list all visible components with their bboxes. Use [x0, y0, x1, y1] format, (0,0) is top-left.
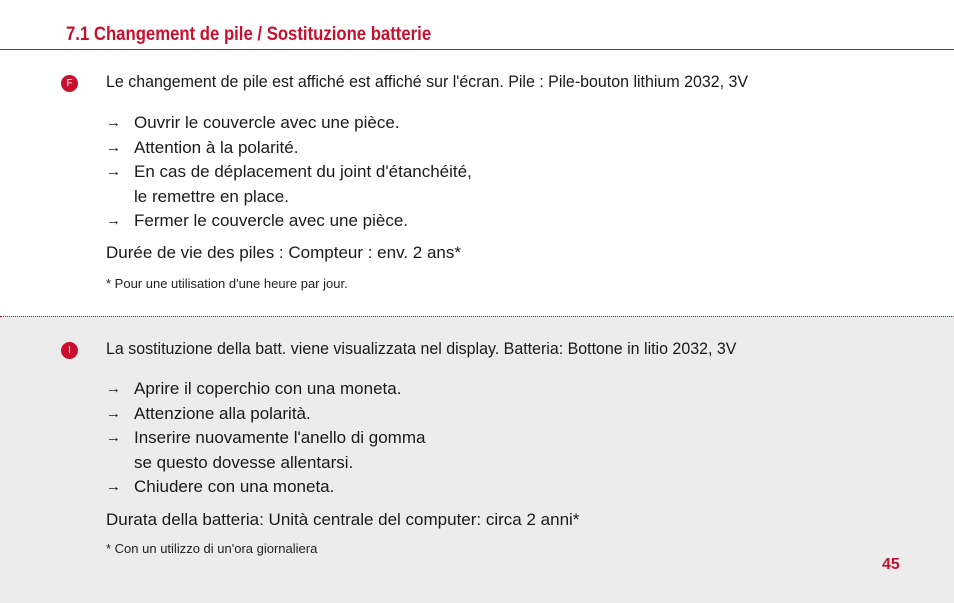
- italian-section: [0, 316, 954, 603]
- arrow-right-icon: →: [106, 138, 121, 156]
- step-item: [106, 475, 425, 500]
- french-footnote: * Pour une utilisation d'une heure par jour.: [106, 276, 348, 291]
- step-line: Chiudere con una moneta.: [134, 477, 335, 496]
- step-line: Attention à la polarité.: [134, 137, 299, 157]
- step-line: Inserire nuovamente l'anello di gomma: [134, 428, 426, 447]
- step-item: [106, 426, 425, 475]
- italian-steps: [106, 377, 425, 500]
- page-number: 45: [882, 556, 900, 573]
- step-line: se questo dovesse allentarsi.: [134, 452, 354, 472]
- french-battery-life: Durée de vie des piles : Compteur : env. 2 ans*: [106, 243, 461, 262]
- french-steps: [106, 111, 472, 234]
- step-line: Ouvrir le couvercle avec une pièce.: [134, 113, 400, 132]
- italian-intro: La sostituzione della batt. viene visualizzata nel display. Batteria: Bottone in litio 2032, 3V: [106, 339, 737, 358]
- step-line: Attenzione alla polarità.: [134, 403, 311, 423]
- step-line: Aprire il coperchio con una moneta.: [134, 379, 402, 398]
- step-line: Fermer le couvercle avec une pièce.: [134, 211, 409, 230]
- step-item: [106, 377, 425, 402]
- arrow-right-icon: →: [106, 478, 121, 495]
- arrow-right-icon: →: [106, 163, 121, 180]
- french-intro: Le changement de pile est affiché est affiché sur l'écran. Pile : Pile-bouton lithium 2032, 3V: [106, 72, 749, 91]
- step-item: [106, 209, 472, 234]
- arrow-right-icon: →: [106, 404, 121, 422]
- step-line: le remettre en place.: [134, 186, 289, 206]
- language-badge-french: F: [61, 75, 78, 92]
- italian-battery-life: Durata della batteria: Unità centrale del computer: circa 2 anni*: [106, 510, 580, 529]
- step-item: [106, 136, 472, 161]
- italian-footnote: * Con un utilizzo di un'ora giornaliera: [106, 541, 318, 556]
- step-item: [106, 402, 425, 427]
- page-header: [0, 0, 954, 50]
- french-section: [0, 50, 954, 316]
- step-item: [106, 111, 472, 136]
- arrow-right-icon: →: [106, 429, 121, 446]
- arrow-right-icon: →: [106, 212, 121, 229]
- language-badge-italian: I: [61, 342, 78, 359]
- arrow-right-icon: →: [106, 380, 121, 397]
- section-title: 7.1 Changement de pile / Sostituzione batterie: [66, 24, 432, 45]
- step-line: En cas de déplacement du joint d'étanchéité,: [134, 162, 472, 181]
- arrow-right-icon: →: [106, 114, 121, 131]
- step-item: [106, 160, 472, 209]
